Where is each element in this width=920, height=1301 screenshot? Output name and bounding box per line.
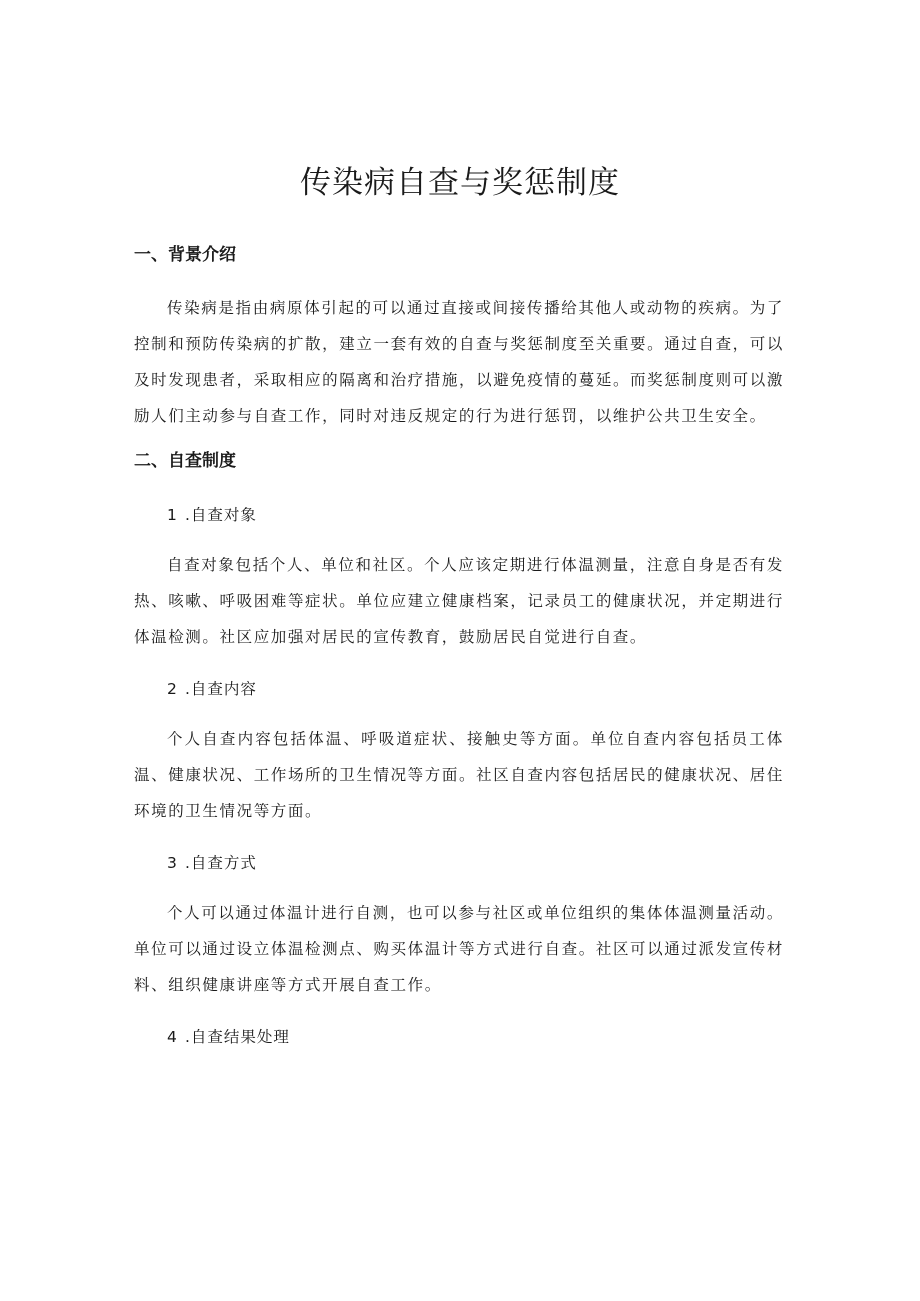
self-check-subjects-paragraph: 自查对象包括个人、单位和社区。个人应该定期进行体温测量，注意自身是否有发热、咳嗽、呼吸困难等症状。单位应建立健康档案，记录员工的健康状况，并定期进行体温检测。社区应加强对居民的宣传教育，鼓励居民自觉进行自查。 bbox=[134, 556, 784, 646]
item-number: 1 bbox=[167, 506, 178, 524]
item-heading-self-check-results bbox=[167, 1025, 290, 1049]
background-paragraph: 传染病是指由病原体引起的可以通过直接或间接传播给其他人或动物的疾病。为了控制和预防传染病的扩散，建立一套有效的自查与奖惩制度至关重要。通过自查，可以及时发现患者，采取相应的隔离和治疗措施，以避免疫情的蔓延。而奖惩制度则可以激励人们主动参与自查工作，同时对违反规定的行为进行惩罚，以维护公共卫生安全。 bbox=[134, 299, 784, 425]
item-number: 3 bbox=[167, 854, 178, 872]
item-number: 2 bbox=[167, 680, 178, 698]
item-label: .自查内容 bbox=[185, 680, 257, 698]
item-heading-self-check-method bbox=[167, 851, 257, 875]
item-heading-self-check-content bbox=[167, 677, 257, 701]
item-heading-self-check-subjects bbox=[167, 503, 257, 527]
item-label: .自查方式 bbox=[185, 854, 257, 872]
item-label: .自查结果处理 bbox=[185, 1028, 290, 1046]
section-heading-background: 一、背景介绍 bbox=[134, 245, 236, 265]
item-label: .自查对象 bbox=[185, 506, 257, 524]
item-number: 4 bbox=[167, 1028, 178, 1046]
self-check-content-paragraph: 个人自查内容包括体温、呼吸道症状、接触史等方面。单位自查内容包括员工体温、健康状况、工作场所的卫生情况等方面。社区自查内容包括居民的健康状况、居住环境的卫生情况等方面。 bbox=[134, 730, 784, 820]
self-check-method-paragraph: 个人可以通过体温计进行自测，也可以参与社区或单位组织的集体体温测量活动。单位可以通过设立体温检测点、购买体温计等方式进行自查。社区可以通过派发宣传材料、组织健康讲座等方式开展自查工作。 bbox=[134, 904, 784, 994]
section-heading-self-check: 二、自查制度 bbox=[134, 451, 236, 471]
document-title: 传染病自查与奖惩制度 bbox=[300, 165, 620, 201]
